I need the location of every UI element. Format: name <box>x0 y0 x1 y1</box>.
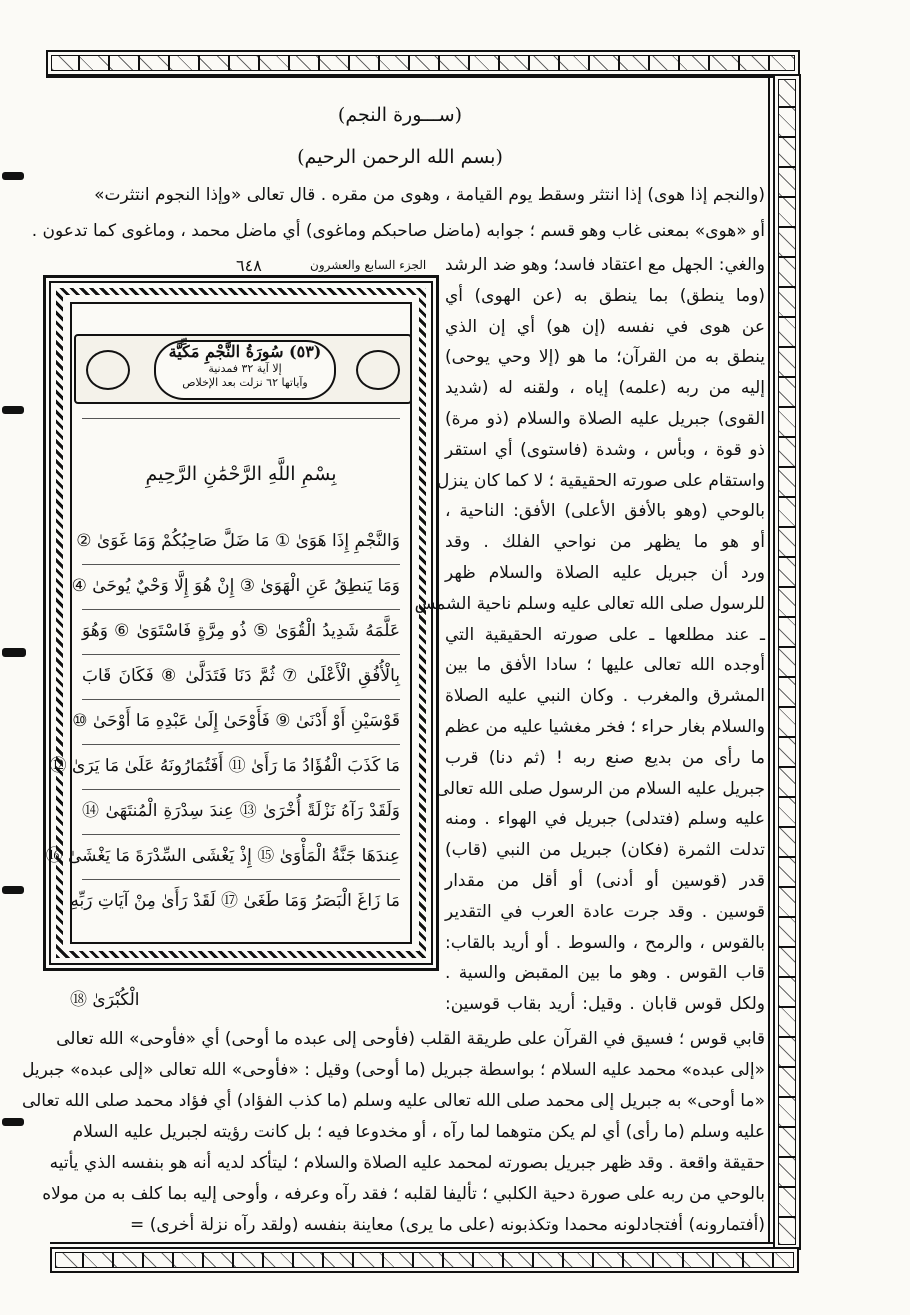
commentary-line: ـ عند مطلعها ـ على صورته الحقيقية التي <box>445 624 765 645</box>
floral-ornament-icon <box>86 350 130 390</box>
scan-mark <box>2 886 24 894</box>
floral-ornament-icon <box>356 350 400 390</box>
commentary-line: تدلت الثمرة (فكان) جبريل من النبي (قاب) <box>445 840 765 861</box>
commentary-line: حقيقة واقعة . وقد ظهر جبريل بصورته لمحمد عليه الصلاة والسلام ؛ ليتأكد لديه أنه هو بنفسه الذي يأتيه <box>49 1153 765 1173</box>
commentary-line: عليه وسلم (فتدلى) جبريل في الهواء . ومنه <box>445 809 765 830</box>
bottom-ornamental-border <box>50 1247 799 1273</box>
inset-revelation-note: وآياتها ٦٢ نزلت بعد الإخلاص <box>182 376 308 389</box>
verse-line: بِالْأُفُقِ الْأَعْلَىٰ ⑦ ثُمَّ دَنَا فَتَدَلَّىٰ ⑧ فَكَانَ قَابَ <box>82 666 400 686</box>
right-ornamental-border <box>773 74 801 1250</box>
inset-basmala: بِسْمِ اللَّهِ الرَّحْمَٰنِ الرَّحِيمِ <box>145 463 337 485</box>
commentary-line: قاب القوس . وهو ما بين المقبض والسية . <box>445 963 765 984</box>
commentary-line: ولكل قوس قابان . وقيل: أريد بقاب قوسين: <box>445 994 765 1015</box>
commentary-line: قوسين . وقد جرت عادة العرب في التقدير <box>445 901 765 922</box>
commentary-line: إليه من ربه (علمه) إياه ، ولقنه له (شديد <box>445 378 765 399</box>
commentary-line: ورد أن جبريل عليه الصلاة والسلام ظهر <box>445 563 765 583</box>
surah-title: (ســـورة النجم) <box>337 104 463 126</box>
verse-line: عَلَّمَهُ شَدِيدُ الْقُوَىٰ ⑤ ذُو مِرَّةٍ فَاسْتَوَىٰ ⑥ وَهُوَ <box>82 621 400 641</box>
commentary-line: ذو قوة ، وبأس ، وشدة (فاستوى) أي استقر <box>445 439 765 460</box>
basmala-heading: (بسم الله الرحمن الرحيم) <box>297 146 503 168</box>
commentary-line: «إلى عبده» محمد عليه السلام ؛ بواسطة جبريل (ما أوحى) وقيل : «فأوحى» الله تعالى «إلى عبده» جبريل <box>22 1060 765 1080</box>
commentary-line: بالوحي من ربه على صورة دحية الكلبي ؛ تأليفا لقلبه ؛ فقد رآه وعرفه ، وأوحى إليه بما كلف به من مولاه <box>42 1184 765 1204</box>
inset-quran-page <box>43 275 439 971</box>
scan-mark <box>2 406 24 414</box>
verse-line: وَلَقَدْ رَآهُ نَزْلَةً أُخْرَىٰ ⑬ عِندَ سِدْرَةِ الْمُنتَهَىٰ ⑭ <box>82 801 400 821</box>
commentary-line: المشرق والمغرب . وكان النبي عليه الصلاة <box>445 686 765 707</box>
commentary-line: (وما ينطق) بما ينطق به (عن الهوى) أي <box>445 285 765 306</box>
top-ornamental-border <box>46 50 800 76</box>
verse-separator <box>82 789 400 790</box>
commentary-line: واستقام على صورته الحقيقية ؛ لا كما كان ينزل <box>436 470 765 491</box>
surah-header-cartouche <box>74 334 412 404</box>
inset-continuation: الْكُبْرَىٰ ⑱ <box>70 990 140 1010</box>
inset-ayat-count: إلا آية ٣٢ فمدنية <box>208 362 282 375</box>
verse-separator <box>82 879 400 880</box>
verse-line: قَوْسَيْنِ أَوْ أَدْنَىٰ ⑨ فَأَوْحَىٰ إِلَىٰ عَبْدِهِ مَا أَوْحَىٰ ⑩ <box>72 711 400 731</box>
right-rule <box>768 76 770 1244</box>
top-rule <box>46 76 774 78</box>
verse-line: وَالنَّجْمِ إِذَا هَوَىٰ ① مَا ضَلَّ صَاحِبُكُمْ وَمَا غَوَىٰ ② <box>76 531 400 551</box>
inset-surah-name: (٥٣) سُورَةُ النَّجْمِ مَكِّيَّة <box>168 342 322 361</box>
commentary-line: (أفتمارونه) أفتجادلونه محمدا وتكذبونه (على ما يرى) معاينة بنفسه (ولقد رآه نزلة أخرى) = <box>130 1215 765 1235</box>
commentary-line: قابي قوس ؛ فسيق في القرآن على طريقة القلب (فأوحى إلى عبده ما أوحى) أي «فأوحى» الله تعالى <box>56 1029 765 1049</box>
scan-mark <box>2 172 24 180</box>
scan-mark <box>2 1118 24 1126</box>
commentary-line: (والنجم إذا هوى) إذا انتثر وسقط يوم القيامة ، وهوى من مقره . قال تعالى «وإذا النجوم انتثرت» <box>94 185 765 205</box>
commentary-line: «ما أوحى» به جبريل إلى محمد صلى الله تعالى عليه وسلم (ما كذب الفؤاد) أي فؤاد محمد صلى الله تعالى <box>21 1091 765 1111</box>
commentary-line: أو «هوى» بمعنى غاب وهو قسم ؛ جوابه (ماضل صاحبكم وماغوى) أي ماضل محمد ، وماغوى كما تدعون . <box>31 221 765 241</box>
verse-separator <box>82 609 400 610</box>
commentary-line: بالوحي (وهو بالأفق الأعلى) الأفق: الناحية ، <box>445 501 765 522</box>
verse-line: مَا زَاغَ الْبَصَرُ وَمَا طَغَىٰ ⑰ لَقَدْ رَأَىٰ مِنْ آيَاتِ رَبِّهِ <box>70 891 400 911</box>
commentary-line: ما رأى من بديع صنع ربه ! (ثم دنا) قرب <box>445 747 765 768</box>
inset-page-number: ٦٤٨ <box>236 256 262 275</box>
commentary-line: والغي: الجهل مع اعتقاد فاسد؛ وهو ضد الرشد <box>445 255 765 275</box>
bottom-rule <box>50 1242 774 1244</box>
commentary-line: عليه وسلم (ما رأى) أي لم يكن متوهما لما رآه ، أو مخدوعا فيه ؛ بل كانت رؤيته لجبريل عليه السلام <box>72 1122 765 1142</box>
commentary-line: جبريل عليه السلام من الرسول صلى الله تعالى <box>435 778 765 799</box>
commentary-line: القوى) جبريل عليه الصلاة والسلام (ذو مرة) <box>445 409 765 429</box>
verse-separator <box>82 699 400 700</box>
commentary-line: للرسول صلى الله تعالى عليه وسلم ناحية الشمس <box>414 593 765 614</box>
commentary-line: بالقوس ، والرمح ، والسوط . أو أريد بالقاب: <box>445 932 765 953</box>
commentary-line: أوجده الله تعالى عليها ؛ سادا الأفق ما بين <box>445 655 765 676</box>
scan-mark <box>2 648 26 657</box>
inset-juz-label: الجزء السابع والعشرون <box>310 258 427 272</box>
commentary-line: والسلام بغار حراء ؛ فخر مغشيا عليه من عظم <box>444 717 765 737</box>
verse-line: مَا كَذَبَ الْفُؤَادُ مَا رَأَىٰ ⑪ أَفَتُمَارُونَهُ عَلَىٰ مَا يَرَىٰ ⑫ <box>49 756 400 776</box>
verse-line: وَمَا يَنطِقُ عَنِ الْهَوَىٰ ③ إِنْ هُوَ إِلَّا وَحْيٌ يُوحَىٰ ④ <box>71 576 400 596</box>
commentary-line: عن هوى في نفسه (إن هو) أي إن الذي <box>445 316 765 337</box>
commentary-line: ينطق به من القرآن؛ ما هو (إلا وحي يوحى) <box>445 347 765 368</box>
verse-separator <box>82 834 400 835</box>
commentary-line: أو هو ما يظهر من نواحي الفلك . وقد <box>445 532 765 553</box>
verse-separator <box>82 564 400 565</box>
verse-separator <box>82 654 400 655</box>
divider <box>82 418 400 419</box>
commentary-line: قدر (قوسين أو أدنى) أو أقل من مقدار <box>445 871 765 891</box>
verse-line: عِندَهَا جَنَّةُ الْمَأْوَىٰ ⑮ إِذْ يَغْشَى السِّدْرَةَ مَا يَغْشَىٰ ⑯ <box>45 846 400 866</box>
verse-separator <box>82 744 400 745</box>
surah-header-medallion <box>154 340 336 400</box>
